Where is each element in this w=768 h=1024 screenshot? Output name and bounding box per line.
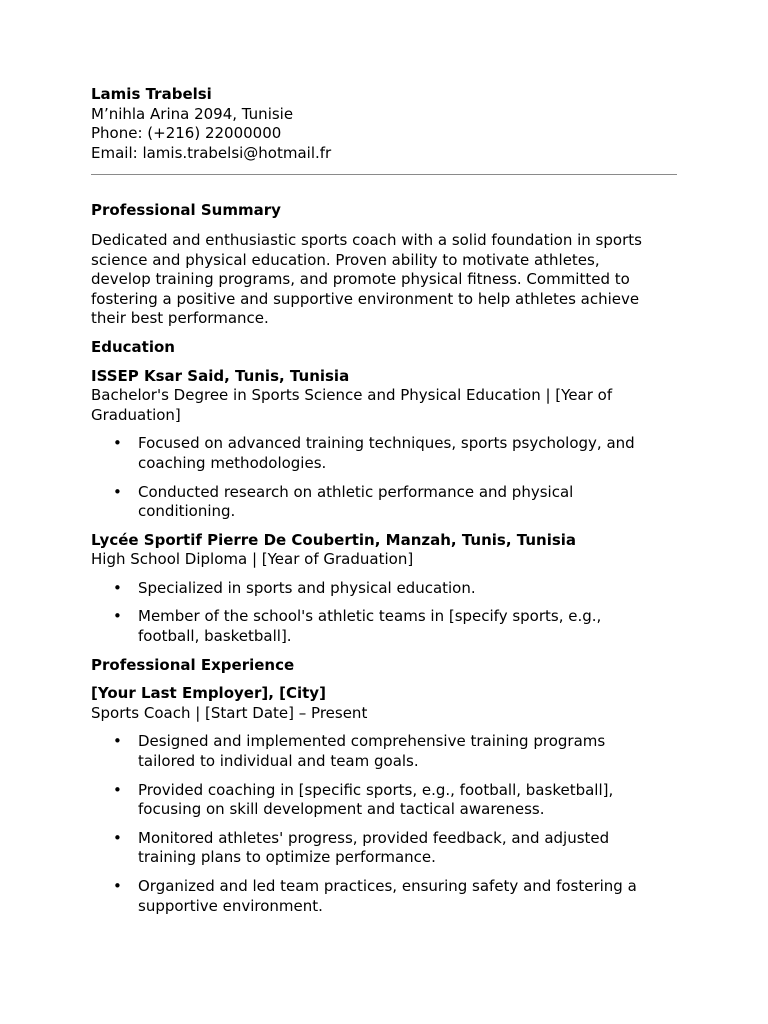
bullet-text: Organized and led team practices, ensuring safety and fostering a bbox=[138, 877, 637, 895]
experience-entry bbox=[91, 684, 677, 916]
list-item bbox=[91, 781, 677, 820]
summary-line: Dedicated and enthusiastic sports coach with a solid foundation in sports bbox=[91, 230, 642, 249]
bullet-icon: • bbox=[113, 578, 122, 597]
degree-line: High School Diploma | [Year of Graduation] bbox=[91, 550, 414, 569]
bullet-text: Member of the school's athletic teams in [specify sports, e.g., bbox=[138, 607, 602, 626]
contact-block bbox=[91, 85, 677, 163]
resume-document bbox=[91, 85, 677, 916]
bullet-text: focusing on skill development and tactical awareness. bbox=[138, 800, 545, 819]
bullet-text: coaching methodologies. bbox=[138, 453, 327, 472]
bullet-icon: • bbox=[113, 607, 122, 626]
summary-heading: Professional Summary bbox=[91, 201, 281, 220]
experience-bullets bbox=[91, 732, 677, 916]
candidate-name: Lamis Trabelsi bbox=[91, 85, 212, 103]
experience-section bbox=[91, 656, 677, 917]
bullet-text: Designed and implemented comprehensive training programs bbox=[138, 732, 606, 751]
education-bullets bbox=[91, 434, 677, 521]
summary-line: fostering a positive and supportive environment to help athletes achieve bbox=[91, 289, 640, 308]
school-name: ISSEP Ksar Said, Tunis, Tunisia bbox=[91, 366, 350, 385]
degree-line: Graduation] bbox=[91, 405, 181, 424]
degree-line: Bachelor's Degree in Sports Science and Physical Education | [Year of bbox=[91, 386, 613, 405]
bullet-icon: • bbox=[113, 732, 122, 751]
education-entry bbox=[91, 367, 677, 522]
bullet-text: Specialized in sports and physical education. bbox=[138, 578, 476, 597]
bullet-text: tailored to individual and team goals. bbox=[138, 752, 419, 771]
email-line: Email: lamis.trabelsi@hotmail.fr bbox=[91, 143, 332, 162]
bullet-icon: • bbox=[113, 780, 122, 799]
education-heading: Education bbox=[91, 337, 175, 356]
list-item bbox=[91, 829, 677, 868]
bullet-text: training plans to optimize performance. bbox=[138, 848, 436, 867]
bullet-icon: • bbox=[113, 828, 122, 847]
summary-paragraph bbox=[91, 231, 677, 329]
address-line: M’nihla Arina 2094, Tunisie bbox=[91, 104, 294, 123]
bullet-text: Focused on advanced training techniques, sports psychology, and bbox=[138, 434, 635, 453]
phone-line: Phone: (+216) 22000000 bbox=[91, 124, 282, 143]
bullet-text: Provided coaching in [specific sports, e.g., football, basketball], bbox=[138, 780, 614, 799]
bullet-icon: • bbox=[113, 877, 122, 895]
bullet-icon: • bbox=[113, 482, 122, 501]
bullet-icon: • bbox=[113, 434, 122, 453]
bullet-text: Monitored athletes' progress, provided feedback, and adjusted bbox=[138, 828, 610, 847]
bullet-text: Conducted research on athletic performance and physical bbox=[138, 482, 574, 501]
list-item bbox=[91, 483, 677, 522]
summary-line: develop training programs, and promote physical fitness. Committed to bbox=[91, 270, 630, 289]
bullet-text: football, basketball]. bbox=[138, 627, 292, 646]
employer-name: [Your Last Employer], [City] bbox=[91, 684, 326, 703]
school-name: Lycée Sportif Pierre De Coubertin, Manzah, Tunis, Tunisia bbox=[91, 530, 577, 549]
education-bullets bbox=[91, 579, 677, 647]
list-item bbox=[91, 579, 677, 599]
list-item bbox=[91, 607, 677, 646]
summary-section bbox=[91, 201, 677, 329]
education-entry bbox=[91, 531, 677, 647]
education-section bbox=[91, 338, 677, 647]
bullet-text: conditioning. bbox=[138, 502, 236, 521]
summary-line: science and physical education. Proven ability to motivate athletes, bbox=[91, 250, 600, 269]
bullet-text: supportive environment. bbox=[138, 896, 323, 915]
experience-heading: Professional Experience bbox=[91, 655, 295, 674]
list-item bbox=[91, 877, 677, 916]
list-item bbox=[91, 732, 677, 771]
summary-line: their best performance. bbox=[91, 309, 269, 328]
list-item bbox=[91, 434, 677, 473]
role-line: Sports Coach | [Start Date] – Present bbox=[91, 703, 368, 722]
